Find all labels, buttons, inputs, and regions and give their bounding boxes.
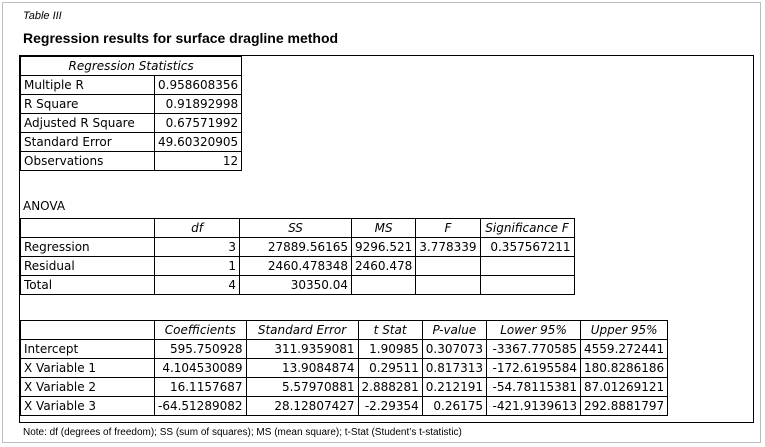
spreadsheet-output: [19, 55, 754, 423]
table-title: Regression results for surface dragline method: [23, 30, 339, 46]
table-row: Total 4 30350.04: [21, 276, 575, 295]
table-row: Intercept 595.750928 311.9359081 1.90985 0.307073 -3367.770585 4559.272441: [21, 340, 668, 359]
table-row: Observations 12: [21, 152, 242, 171]
coefficients-table: Coefficients Standard Error t Stat P-value Lower 95% Upper 95% Intercept 595.750928 311.9359081 1.90985 0.307073 -3367.770585 4559.272441 X Variable 1 4.104530089 13.9084874 0.29511 0.817313 -172.6195584 180.8286186 X Variable 2 16.1157687 5.57970881 2.888281 0.212191 -54.78115381 87.01269121 X Variable 3 -64.51289082 28.12807427 -2.29354 0.26175 -421.9139613 292.8881797: [20, 320, 668, 416]
table-caption: Table III: [23, 10, 62, 22]
table-row: X Variable 3 -64.51289082 28.12807427 -2.29354 0.26175 -421.9139613 292.8881797: [21, 397, 668, 416]
table-row: Standard Error 49.60320905: [21, 133, 242, 152]
table-row: R Square 0.91892998: [21, 95, 242, 114]
table-note: Note: df (degrees of freedom); SS (sum of squares); MS (mean square); t-Stat (Student’s t-statistic): [23, 427, 462, 438]
regression-statistics-table: [20, 56, 242, 171]
table-row: Multiple R 0.958608356: [21, 76, 242, 95]
table-row: Adjusted R Square 0.67571992: [21, 114, 242, 133]
table-row: Regression 3 27889.56165 9296.521 3.778339 0.357567211: [21, 238, 575, 257]
anova-title: ANOVA: [23, 199, 66, 213]
regression-statistics-header: Regression Statistics: [21, 57, 242, 76]
table-row: X Variable 1 4.104530089 13.9084874 0.29511 0.817313 -172.6195584 180.8286186: [21, 359, 668, 378]
anova-table: df SS MS F Significance F Regression 3 27889.56165 9296.521 3.778339 0.357567211 Residual 1 2460.478348 2460.478 Total 4 30350.04: [20, 218, 575, 295]
table-row: X Variable 2 16.1157687 5.57970881 2.888281 0.212191 -54.78115381 87.01269121: [21, 378, 668, 397]
table-row: Residual 1 2460.478348 2460.478: [21, 257, 575, 276]
table-frame: [2, 2, 761, 443]
